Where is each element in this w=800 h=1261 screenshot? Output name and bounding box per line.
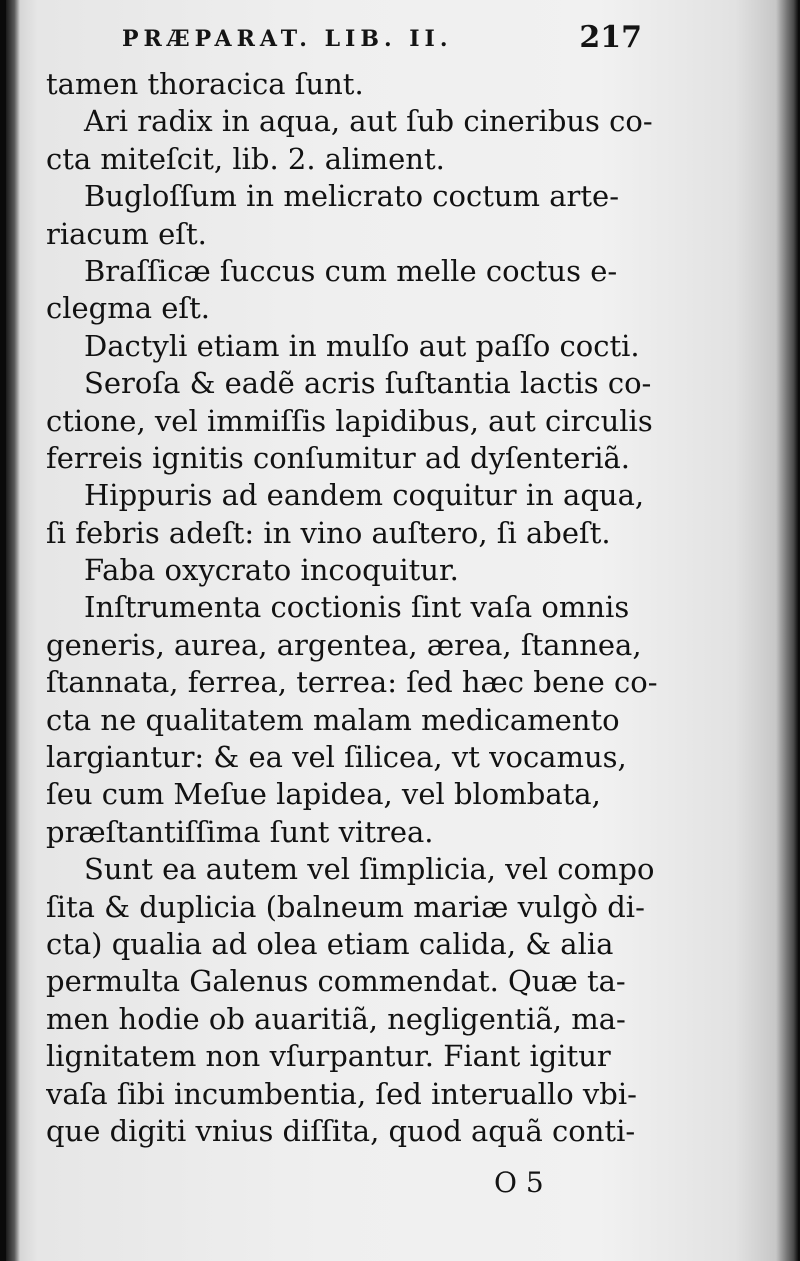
text-line: Faba oxycrato incoquitur.: [84, 553, 459, 588]
text-line: Braſſicæ ſuccus cum melle coctus e-: [84, 253, 618, 288]
text-line: cta miteſcit, lib. 2. aliment.: [46, 141, 445, 176]
signature-mark: O 5: [494, 1166, 544, 1199]
running-head: PRÆPARAT. LIB. II.: [122, 26, 453, 52]
text-line: lignitatem non vſurpantur. Fiant igitur: [46, 1039, 611, 1074]
text-line: Ari radix in aqua, aut ſub cineribus co-: [84, 104, 653, 139]
text-line: generis, aurea, argentea, ærea, ſtannea,: [46, 627, 642, 662]
text-line: Seroſa & eadẽ acris ſuſtantia lactis co-: [84, 366, 652, 401]
page-header: [122, 20, 642, 60]
text-line: cta ne qualitatem malam medicamento: [46, 702, 620, 737]
text-line: que digiti vnius diſſita, quod aquã conti-: [46, 1113, 636, 1148]
text-line: ſtannata, ferrea, terrea: ſed hæc bene co-: [46, 665, 658, 700]
text-line: ſi febris adeſt: in vino auſtero, ſi abeſt.: [46, 515, 611, 550]
text-line: riacum eſt.: [46, 216, 207, 251]
text-line: clegma eſt.: [46, 291, 211, 326]
text-line: ferreis ignitis conſumitur ad dyſenteriã.: [46, 440, 631, 475]
text-line: cta) qualia ad olea etiam calida, & alia: [46, 926, 614, 961]
text-line: Inſtrumenta coctionis ſint vaſa omnis: [84, 590, 630, 625]
body-text: [46, 66, 676, 1150]
text-line: ſeu cum Meſue lapidea, vel blombata,: [46, 777, 601, 812]
text-line: Sunt ea autem vel ſimplicia, vel compo: [84, 852, 655, 887]
text-line: præſtantiſſima ſunt vitrea.: [46, 814, 434, 849]
text-line: largiantur: & ea vel ſilicea, vt vocamus,: [46, 740, 627, 775]
text-line: ſita & duplicia (balneum mariæ vulgò di-: [46, 889, 645, 924]
book-page: [6, 0, 798, 1261]
text-line: Dactyli etiam in mulſo aut paſſo cocti.: [84, 328, 640, 363]
text-line: Bugloſſum in melicrato coctum arte-: [84, 179, 620, 214]
text-line: permulta Galenus commendat. Quæ ta-: [46, 964, 626, 999]
text-line: tamen thoracica ſunt.: [46, 67, 364, 101]
text-line: vaſa ſibi incumbentia, ſed interuallo vbi-: [46, 1076, 637, 1111]
text-line: men hodie ob auaritiã, negligentiã, ma-: [46, 1001, 626, 1036]
text-line: Hippuris ad eandem coquitur in aqua,: [84, 478, 645, 513]
text-line: ctione, vel immiſſis lapidibus, aut circulis: [46, 403, 653, 438]
page-number: 217: [579, 20, 642, 55]
